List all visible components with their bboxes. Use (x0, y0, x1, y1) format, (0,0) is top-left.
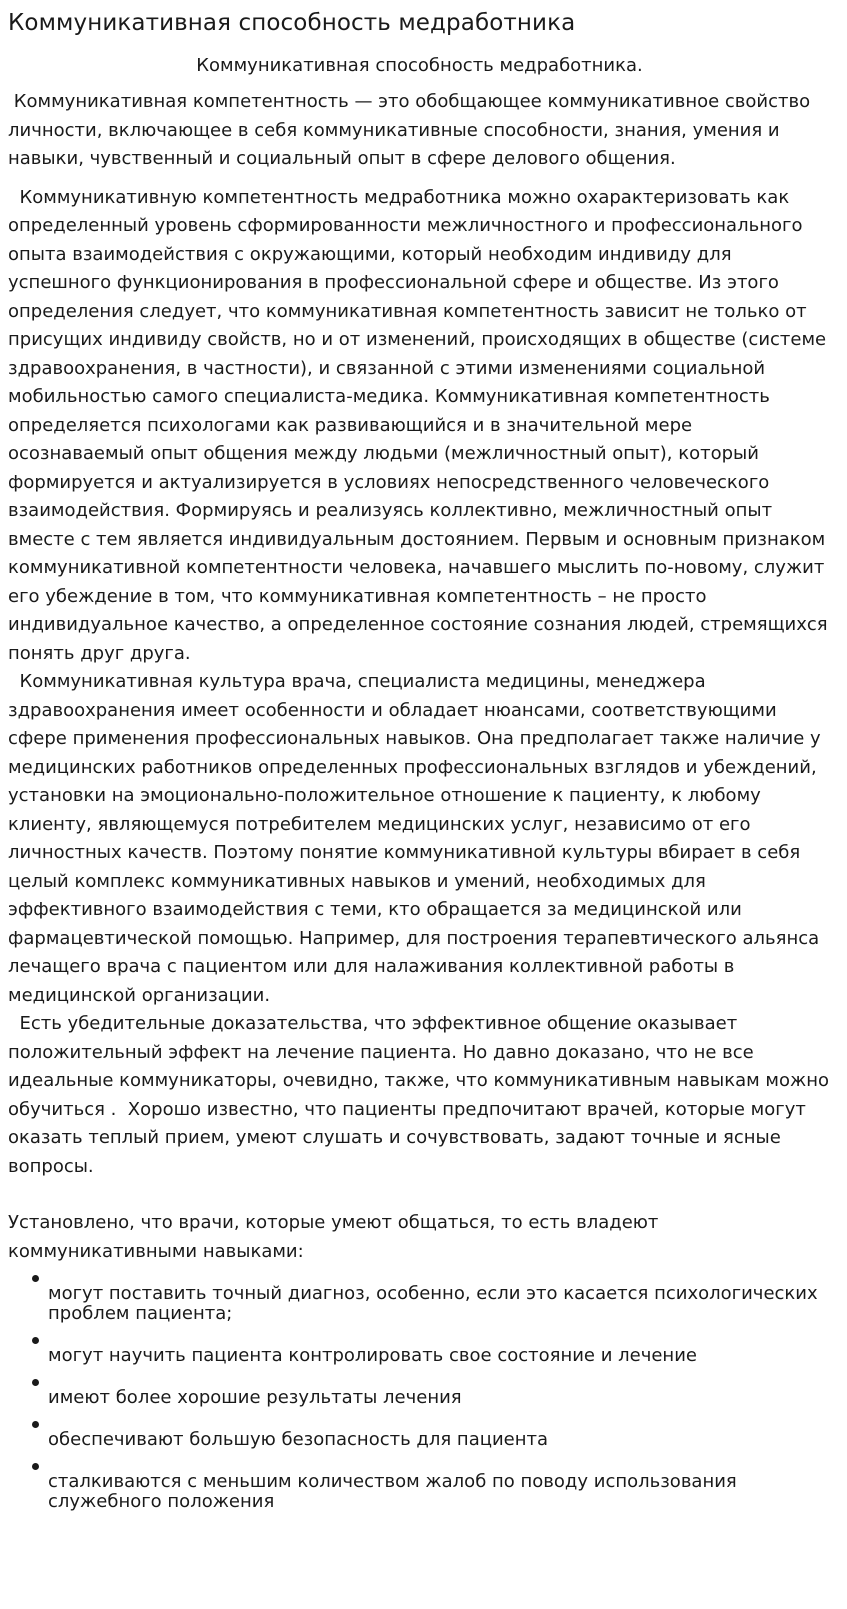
list-item-text: могут поставить точный диагноз, особенно, если это касается психологических проблем пациента; (48, 1283, 818, 1324)
document-subtitle: Коммуникативная способность медработника. (196, 55, 643, 76)
bullet-icon (30, 1420, 48, 1430)
bullet-icon (30, 1274, 48, 1284)
paragraph-established: Установлено, что врачи, которые умеют общаться, то есть владеют коммуникативными навыками: (8, 1212, 665, 1262)
list-item (30, 1420, 831, 1450)
list-item (30, 1378, 831, 1408)
list-item-text: сталкиваются с меньшим количеством жалоб по поводу использования служебного положения (48, 1471, 737, 1512)
bullet-icon (30, 1378, 48, 1388)
paragraph-culture: Коммуникативная культура врача, специалиста медицины, менеджера здравоохранения имеет особенности и обладает нюансами, соответствующими сфере применения профессиональных навыков. Она предполагает также наличие у медицинских работников определенных профессиональных взглядов и убеждений, установки на эмоционально-положительное отношение к пациенту, к любому клиенту, являющемуся потребителем медицинских услуг, независимо от его личностных качеств. Поэтому понятие коммуникативной культуры вбирает в себя целый комплекс коммуникативных навыков и умений, необходимых для эффективного взаимодействия с теми, кто обращается за медицинской или фармацевтической помощью. Например, для построения терапевтического альянса лечащего врача с пациентом или для налаживания коллективной работы в медицинской организации. (8, 671, 827, 1006)
paragraph-competence: Коммуникативную компетентность медработника можно охарактеризовать как определенный уровень сформированности межличностного и профессионального опыта взаимодействия с окружающими, который необходим индивиду для успешного функционирования в профессиональной сфере и обществе. Из этого определения следует, что коммуникативная компетентность зависит не только от присущих индивиду свойств, но и от изменений, происходящих в обществе (системе здравоохранения, в частности), и связанной с этими изменениями социальной мобильностью самого специалиста-медика. Коммуникативная компетентность определяется психологами как развивающийся и в значительной мере осознаваемый опыт общения между людьми (межличностный опыт), который формируется и актуализируется в условиях непосредственного человеческого взаимодействия. Формируясь и реализуясь коллективно, межличностный опыт вместе с тем является индивидуальным достоянием. Первым и основным признаком коммуникативной компетентности человека, начавшего мыслить по-новому, служит его убеждение в том, что коммуникативная компетентность – не просто индивидуальное качество, а определенное состояние сознания людей, стремящихся понять друг друга. (8, 186, 834, 664)
page-title: Коммуникативная способность медработника (8, 10, 576, 36)
list-item-text: могут научить пациента контролировать свое состояние и лечение (48, 1345, 697, 1366)
paragraph-evidence: Есть убедительные доказательства, что эффективное общение оказывает положительный эффект на лечение пациента. Но давно доказано, что не все идеальные коммуникаторы, очевидно, также, что коммуникативным навыкам можно обучиться . Хорошо известно, что пациенты предпочитают врачей, которые могут оказать теплый прием, умеют слушать и сочувствовать, задают точные и ясные вопросы. (8, 1013, 835, 1177)
list-item (30, 1274, 831, 1324)
paragraph-definition: Коммуникативная компетентность — это обобщающее коммуникативное свойство личности, включающее в себя коммуникативные способности, знания, умения и навыки, чувственный и социальный опыт в сфере делового общения. (8, 91, 816, 169)
list-item-text: обеспечивают большую безопасность для пациента (48, 1429, 549, 1450)
bullet-icon (30, 1462, 48, 1472)
list-item (30, 1336, 831, 1366)
benefits-list (8, 1274, 831, 1512)
list-item (30, 1462, 831, 1512)
bullet-icon (30, 1336, 48, 1346)
list-item-text: имеют более хорошие результаты лечения (48, 1387, 462, 1408)
